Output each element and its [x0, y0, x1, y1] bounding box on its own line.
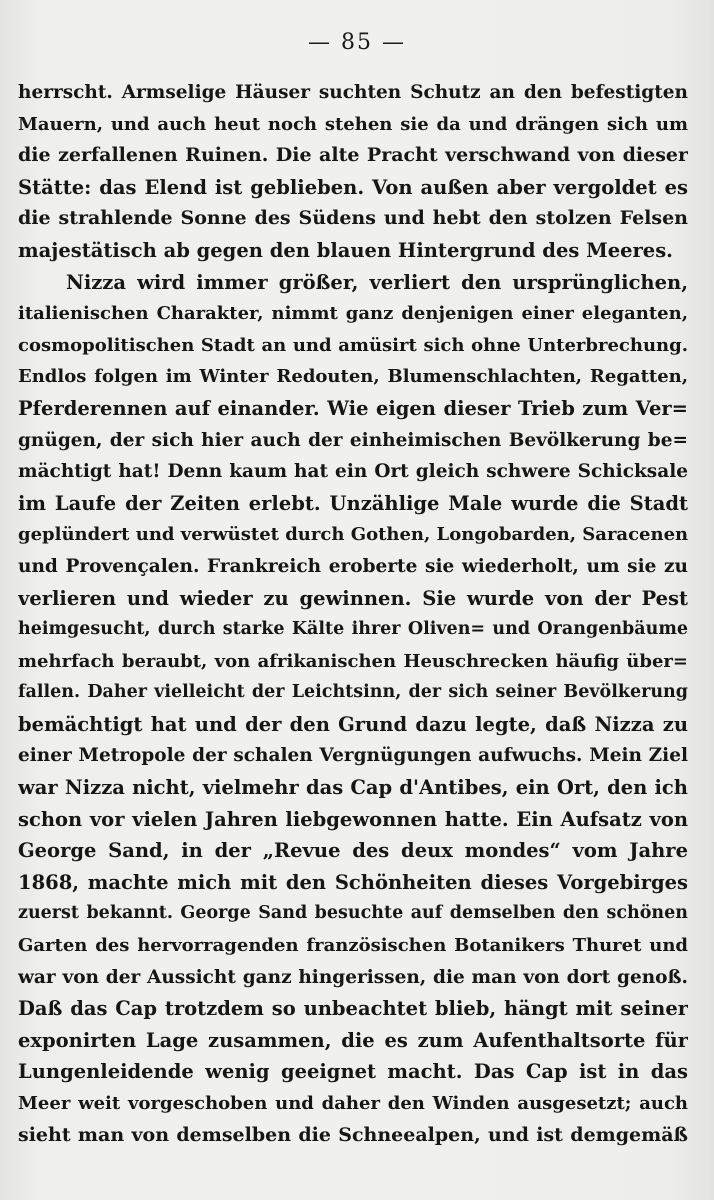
text-line: exponirten Lage zusammen, die es zum Aufenthaltsorte für	[18, 1028, 688, 1052]
paragraph-start-line: Nizza wird immer größer, verliert den ursprünglichen,	[66, 270, 688, 294]
text-line: die zerfallenen Ruinen. Die alte Pracht verschwand von dieser	[18, 144, 688, 167]
text-line: die strahlende Sonne des Südens und hebt den stolzen Felsen	[18, 207, 688, 230]
text-line: war von der Aussicht ganz hingerissen, die man von dort genoß.	[18, 966, 688, 988]
text-line: verlieren und wieder zu gewinnen. Sie wurde von der Pest	[18, 586, 688, 610]
text-line: sieht man von demselben die Schneealpen, und ist demgemäß	[18, 1123, 688, 1146]
text-line: George Sand, in der „Revue des deux mondes“ vom Jahre	[18, 839, 688, 863]
text-line: im Laufe der Zeiten erlebt. Unzählige Male wurde die Stadt	[18, 491, 688, 515]
text-line: Mauern, und auch heut noch stehen sie da und drängen sich um	[18, 113, 688, 135]
text-line: Lungenleidende wenig geeignet macht. Das Cap ist in das	[18, 1060, 688, 1084]
text-line: Stätte: das Elend ist geblieben. Von außen aber vergoldet es	[18, 175, 688, 199]
text-line: bemächtigt hat und der den Grund dazu legte, daß Nizza zu	[18, 712, 688, 736]
text-line: einer Metropole der schalen Vergnügungen aufwuchs. Mein Ziel	[18, 745, 688, 767]
text-line: mehrfach beraubt, von afrikanischen Heuschrecken häufig über=	[18, 650, 688, 672]
text-line: Meer weit vorgeschoben und daher den Winden ausgesetzt; auch	[18, 1093, 688, 1114]
text-line: war Nizza nicht, vielmehr das Cap d'Antibes, ein Ort, den ich	[18, 776, 688, 800]
text-line: geplündert und verwüstet durch Gothen, Longobarden, Saracenen	[18, 524, 688, 546]
text-line: zuerst bekannt. George Sand besuchte auf demselben den schönen	[18, 903, 688, 924]
text-line: cosmopolitischen Stadt an und amüsirt sich ohne Unterbrechung.	[18, 334, 688, 356]
text-line: und Provençalen. Frankreich eroberte sie wiederholt, um sie zu	[18, 555, 688, 577]
text-line: Garten des hervorragenden französischen Botanikers Thuret und	[18, 935, 688, 957]
page-number: — 85 —	[308, 30, 406, 55]
text-line: italienischen Charakter, nimmt ganz denjenigen einer eleganten,	[18, 303, 688, 325]
text-line: mächtigt hat! Denn kaum hat ein Ort gleich schwere Schicksale	[18, 461, 688, 483]
text-line: schon vor vielen Jahren liebgewonnen hatte. Ein Aufsatz von	[18, 807, 688, 831]
text-line: Daß das Cap trotzdem so unbeachtet blieb, hängt mit seiner	[18, 997, 688, 1021]
text-line: heimgesucht, durch starke Kälte ihrer Oliven= und Orangenbäume	[18, 619, 688, 640]
body-text	[18, 77, 688, 1151]
text-line: Endlos folgen im Winter Redouten, Blumenschlachten, Regatten,	[18, 366, 688, 388]
text-line: fallen. Daher vielleicht der Leichtsinn, der sich seiner Bevölkerung	[18, 682, 688, 703]
text-line: 1868, machte mich mit den Schönheiten dieses Vorgebirges	[18, 870, 688, 894]
text-line: gnügen, der sich hier auch der einheimischen Bevölkerung be=	[18, 429, 688, 451]
text-line: Pferderennen auf einander. Wie eigen dieser Trieb zum Ver=	[18, 396, 688, 420]
text-line: majestätisch ab gegen den blauen Hintergrund des Meeres.	[18, 238, 673, 262]
text-line: herrscht. Armselige Häuser suchten Schutz an den befestigten	[18, 82, 688, 103]
